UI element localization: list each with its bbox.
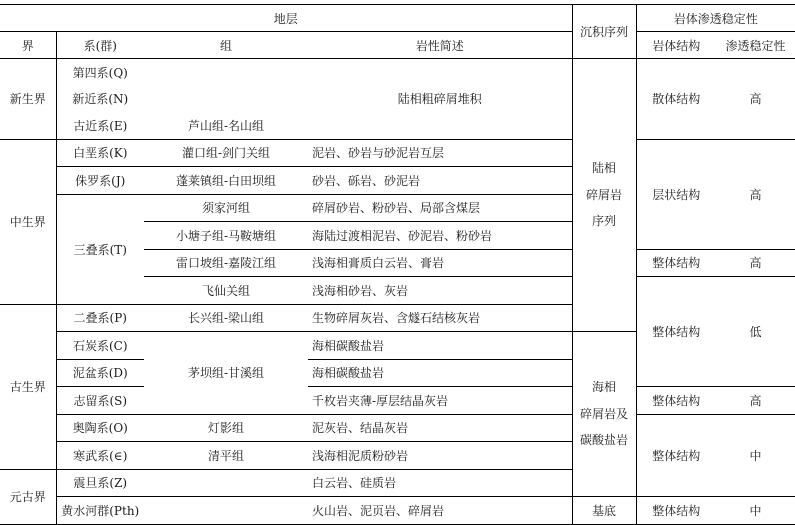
system-silurian: 志留系(S)	[73, 393, 128, 408]
strata-table	[0, 4, 795, 525]
lithology-carboniferous: 海相碳酸盐岩	[312, 338, 385, 353]
system-devonian: 泥盆系(D)	[72, 366, 128, 381]
table-row	[0, 497, 795, 525]
formation-dengying: 灯影组	[207, 421, 244, 436]
lithology-silurian: 千枚岩夹薄-厚层结晶灰岩	[312, 393, 449, 408]
lithology-leikoupo: 浅海相膏质白云岩、膏岩	[312, 256, 445, 271]
permeability-high: 高	[716, 387, 795, 415]
formation-empty	[144, 469, 308, 497]
permeability-high: 高	[716, 59, 795, 140]
sequence-basement: 基底	[572, 497, 636, 525]
header-sequence: 沉积序列	[572, 5, 636, 59]
system-triassic: 三叠系(T)	[73, 242, 127, 257]
permeability-low: 低	[716, 277, 795, 387]
era-proterozoic: 元古界	[0, 469, 56, 524]
permeability-high: 高	[716, 139, 795, 249]
formation-penglaizhen-baitianba: 蓬莱镇组-白田坝组	[175, 173, 277, 188]
system-permian: 二叠系(P)	[73, 311, 127, 326]
structure-massive: 整体结构	[636, 249, 716, 277]
era-cenozoic: 新生界	[0, 59, 56, 140]
sequence-continental-line: 序列	[592, 214, 617, 229]
lithology-devonian: 海相碳酸盐岩	[312, 366, 385, 381]
formation-feixianguan: 飞仙关组	[201, 283, 250, 298]
lithology-feixianguan: 浅海相砂岩、灰岩	[312, 283, 409, 298]
formation-xiaotangzi-maanshan: 小塘子组-马鞍塘组	[175, 228, 277, 243]
structure-massive: 整体结构	[636, 277, 716, 387]
sequence-continental-line: 碎屑岩	[586, 187, 623, 202]
system-jurassic: 侏罗系(J)	[75, 173, 126, 188]
lithology-ordovician: 泥灰岩、结晶灰岩	[312, 421, 409, 436]
header-permeability-group: 岩体渗透稳定性	[636, 5, 795, 32]
formation-changxing-liangshan: 长兴组-梁山组	[187, 311, 265, 326]
lithology-cretaceous: 泥岩、砂岩与砂泥岩互层	[312, 146, 445, 161]
formation-guankou-jianmenguan: 灌口组-剑门关组	[181, 146, 271, 161]
permeability-high: 高	[716, 249, 795, 277]
header-system: 系(群)	[83, 38, 117, 53]
table-row	[0, 139, 795, 167]
header-strata: 地层	[0, 5, 572, 32]
sequence-marine-line: 海相	[592, 380, 617, 395]
permeability-medium: 中	[749, 503, 762, 518]
system-paleogene: 古近系(E)	[73, 118, 128, 133]
lithology-xujiahe: 碎屑砂岩、粉砂岩、局部含煤层	[312, 201, 481, 216]
system-huangshuihe: 黄水河群(Pth)	[61, 503, 140, 518]
sequence-marine	[572, 332, 636, 497]
system-ordovician: 奥陶系(O)	[72, 421, 128, 436]
formation-empty	[144, 497, 308, 525]
system-cretaceous: 白垩系(K)	[73, 146, 128, 161]
header-era: 界	[0, 32, 56, 59]
table-row	[0, 387, 795, 415]
sequence-continental	[572, 59, 636, 332]
header-permeability: 渗透稳定性	[725, 38, 786, 53]
permeability-medium: 中	[716, 414, 795, 497]
structure-layered: 层状结构	[636, 139, 716, 249]
sequence-marine-line: 碳酸盐岩	[580, 433, 629, 448]
system-carboniferous: 石炭系(C)	[72, 338, 128, 353]
table-row	[0, 59, 795, 86]
lithology-huangshuihe: 火山岩、泥页岩、碎屑岩	[312, 503, 445, 518]
lithology-xiaotangzi: 海陆过渡相泥岩、砂泥岩、粉砂岩	[312, 228, 493, 243]
sequence-marine-line: 碎屑岩及	[580, 406, 629, 421]
structure-massive: 整体结构	[636, 414, 716, 497]
table-row	[0, 414, 795, 442]
system-cambrian: 寒武系(∈)	[73, 448, 128, 463]
system-neogene: 新近系(N)	[72, 92, 129, 107]
formation-leikoupo-jialingjiang: 雷口坡组-嘉陵江组	[175, 256, 277, 271]
era-paleozoic: 古生界	[0, 304, 56, 469]
lithology-permian: 生物碎屑灰岩、含燧石结核灰岩	[312, 311, 481, 326]
structure-massive: 整体结构	[652, 503, 701, 518]
formation-qingping: 清平组	[207, 448, 244, 463]
header-lithology: 岩性简述	[415, 38, 464, 53]
formation-lushan-mingshan: 芦山组-名山组	[187, 118, 265, 133]
header-formation: 组	[219, 38, 232, 53]
structure-loose: 散体结构	[636, 59, 716, 140]
formation-xujiahe: 须家河组	[201, 201, 250, 216]
header-rock-structure: 岩体结构	[652, 38, 701, 53]
lithology-sinian: 白云岩、硅质岩	[312, 476, 397, 491]
system-sinian: 震旦系(Z)	[73, 476, 128, 491]
structure-massive: 整体结构	[636, 387, 716, 415]
formation-maoba-ganxi: 茅坝组-甘溪组	[187, 366, 265, 381]
system-quaternary: 第四系(Q)	[72, 65, 128, 80]
lithology-cambrian: 浅海相泥质粉砂岩	[312, 448, 409, 463]
lithology-cenozoic: 陆相粗碎屑堆积	[397, 92, 482, 107]
sequence-continental-line: 陆相	[592, 161, 617, 176]
formation-empty	[144, 59, 308, 113]
lithology-jurassic: 砂岩、砾岩、砂泥岩	[312, 173, 421, 188]
era-mesozoic: 中生界	[0, 139, 56, 304]
